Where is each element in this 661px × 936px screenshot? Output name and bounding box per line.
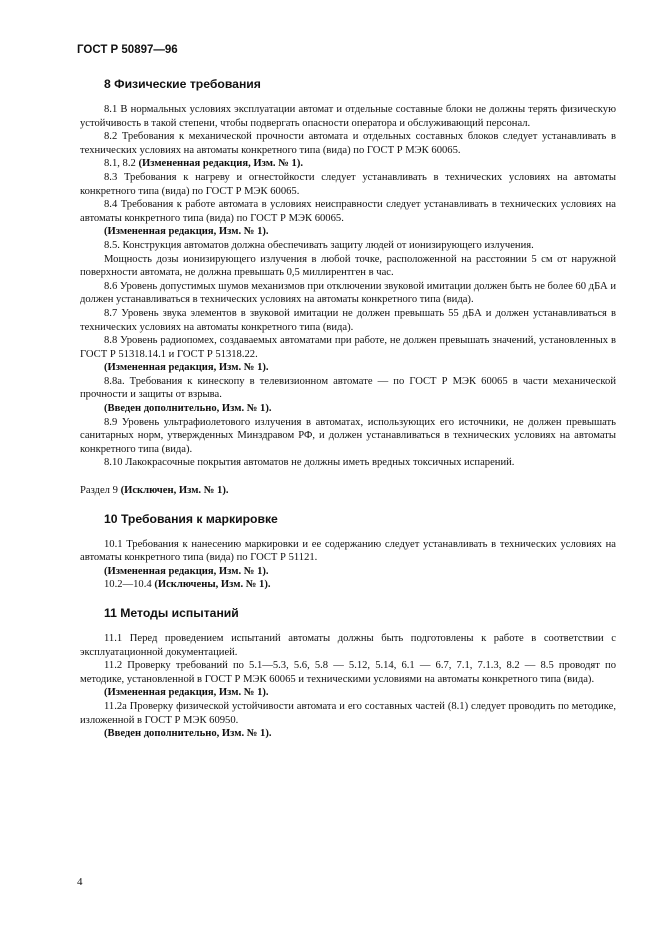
amendment-note: (Измененная редакция, Изм. № 1). (104, 687, 269, 699)
document-header: ГОСТ Р 50897—96 (77, 44, 178, 56)
paragraph-8-3: 8.3 Требования к нагреву и огнестойкости следует устанавливать в технических условиях на автоматы конкретного типа (вида) по ГОСТ Р МЭК 60065. (80, 171, 616, 197)
paragraph-10-2-10-4 (80, 578, 616, 592)
amendment-note: (Введен дополнительно, Изм. № 1). (104, 728, 272, 740)
paragraph-11-2a: 11.2а Проверку физической устойчивости автомата и его составных частей (8.1) следует проводить по методике, изложенной в ГОСТ Р МЭК 60950. (80, 700, 616, 726)
paragraph-8-8a: 8.8а. Требования к кинескопу в телевизионном автомате — по ГОСТ Р МЭК 60065 в части механической прочности и защиты от взрыва. (80, 375, 616, 401)
section-8-title: 8 Физические требования (104, 77, 261, 91)
paragraph-8-4: 8.4 Требования к работе автомата в условиях неисправности следует устанавливать в технических условиях на автоматы конкретного типа (вида) по ГОСТ Р МЭК 60065. (80, 199, 616, 224)
document-body (80, 77, 616, 741)
amendment-ref: 10.2—10.4 (104, 579, 152, 591)
paragraph-8-10: 8.10 Лакокрасочные покрытия автоматов не должны иметь вредных токсичных испарений. (104, 457, 515, 469)
section-10-title: 10 Требования к маркировке (104, 511, 278, 526)
section-9-excluded (80, 484, 616, 498)
amendment-ref: 8.1, 8.2 (104, 158, 136, 170)
amendment-note: (Исключен, Изм. № 1). (120, 485, 229, 497)
page-number: 4 (77, 876, 83, 888)
section-11-title: 11 Методы испытаний (104, 606, 239, 620)
paragraph-8-8: 8.8 Уровень радиопомех, создаваемых автоматами при работе, не должен превышать значений, установленных в ГОСТ Р 51318.14.1 и ГОСТ Р 51318.22. (80, 335, 616, 360)
amendment-note: (Измененная редакция, Изм. № 1). (104, 226, 269, 238)
paragraph-8-5-dose: Мощность дозы ионизирующего излучения в любой точке, расположенной на расстоянии 5 см от наружной поверхности автомата, не должна превышать 0,5 миллирентген в час. (80, 253, 616, 279)
section-9-label: Раздел 9 (80, 485, 118, 497)
amendment-note: (Исключены, Изм. № 1). (154, 579, 271, 591)
paragraph-8-1: 8.1 В нормальных условиях эксплуатации автомат и отдельные составные блоки не должны терять физическую устойчивость в такой степени, чтобы подвергать опасности оператора и обслуживающий персонал. (80, 104, 616, 129)
paragraph-8-2: 8.2 Требования к механической прочности автомата и отдельных составных блоков следует устанавливать в технических условиях на автоматы конкретного типа (вида) по ГОСТ Р МЭК 60065. (80, 131, 616, 156)
amendment-note: (Введен дополнительно, Изм. № 1). (104, 403, 272, 415)
paragraph-8-7: 8.7 Уровень звука элементов в звуковой имитации не должен превышать 55 дБА и должен устанавливаться в технических условиях на автоматы конкретного типа (вида). (80, 307, 616, 333)
paragraph-11-2: 11.2 Проверку требований по 5.1—5.3, 5.6, 5.8 — 5.12, 5.14, 6.1 — 6.7, 7.1, 7.1.3, 8.2 — 8.5 проводят по методике, установленной в ГОСТ Р МЭК 60065 и техническими условиями на автоматы конкретного типа (вида). (80, 660, 616, 685)
paragraph-8-5: 8.5. Конструкция автоматов должна обеспечивать защиту людей от ионизирующего излучения. (104, 239, 534, 251)
amendment-note: (Измененная редакция, Изм. № 1). (104, 362, 269, 374)
paragraph-8-1-8-2-amendment (80, 157, 616, 171)
paragraph-8-9: 8.9 Уровень ультрафиолетового излучения в автоматах, использующих его источники, не должен превышать санитарных норм, утвержденных Минздравом РФ, и должен устанавливаться в технических условиях на автоматы конкретного типа (вида). (80, 416, 616, 455)
paragraph-8-6: 8.6 Уровень допустимых шумов механизмов при отключении звуковой имитации должен быть не более 60 дБА и должен устанавливаться в технических условиях на автоматы конкретного типа (вида). (80, 280, 616, 306)
amendment-note: (Измененная редакция, Изм. № 1). (104, 565, 269, 577)
paragraph-10-1: 10.1 Требования к нанесению маркировки и ее содержанию следует устанавливать в технических условиях на автоматы конкретного типа (вида) по ГОСТ Р 51121. (80, 538, 616, 564)
amendment-note: (Измененная редакция, Изм. № 1). (138, 158, 303, 170)
paragraph-11-1: 11.1 Перед проведением испытаний автоматы должны быть подготовлены к работе в соответствии с эксплуатационной документацией. (80, 633, 616, 658)
